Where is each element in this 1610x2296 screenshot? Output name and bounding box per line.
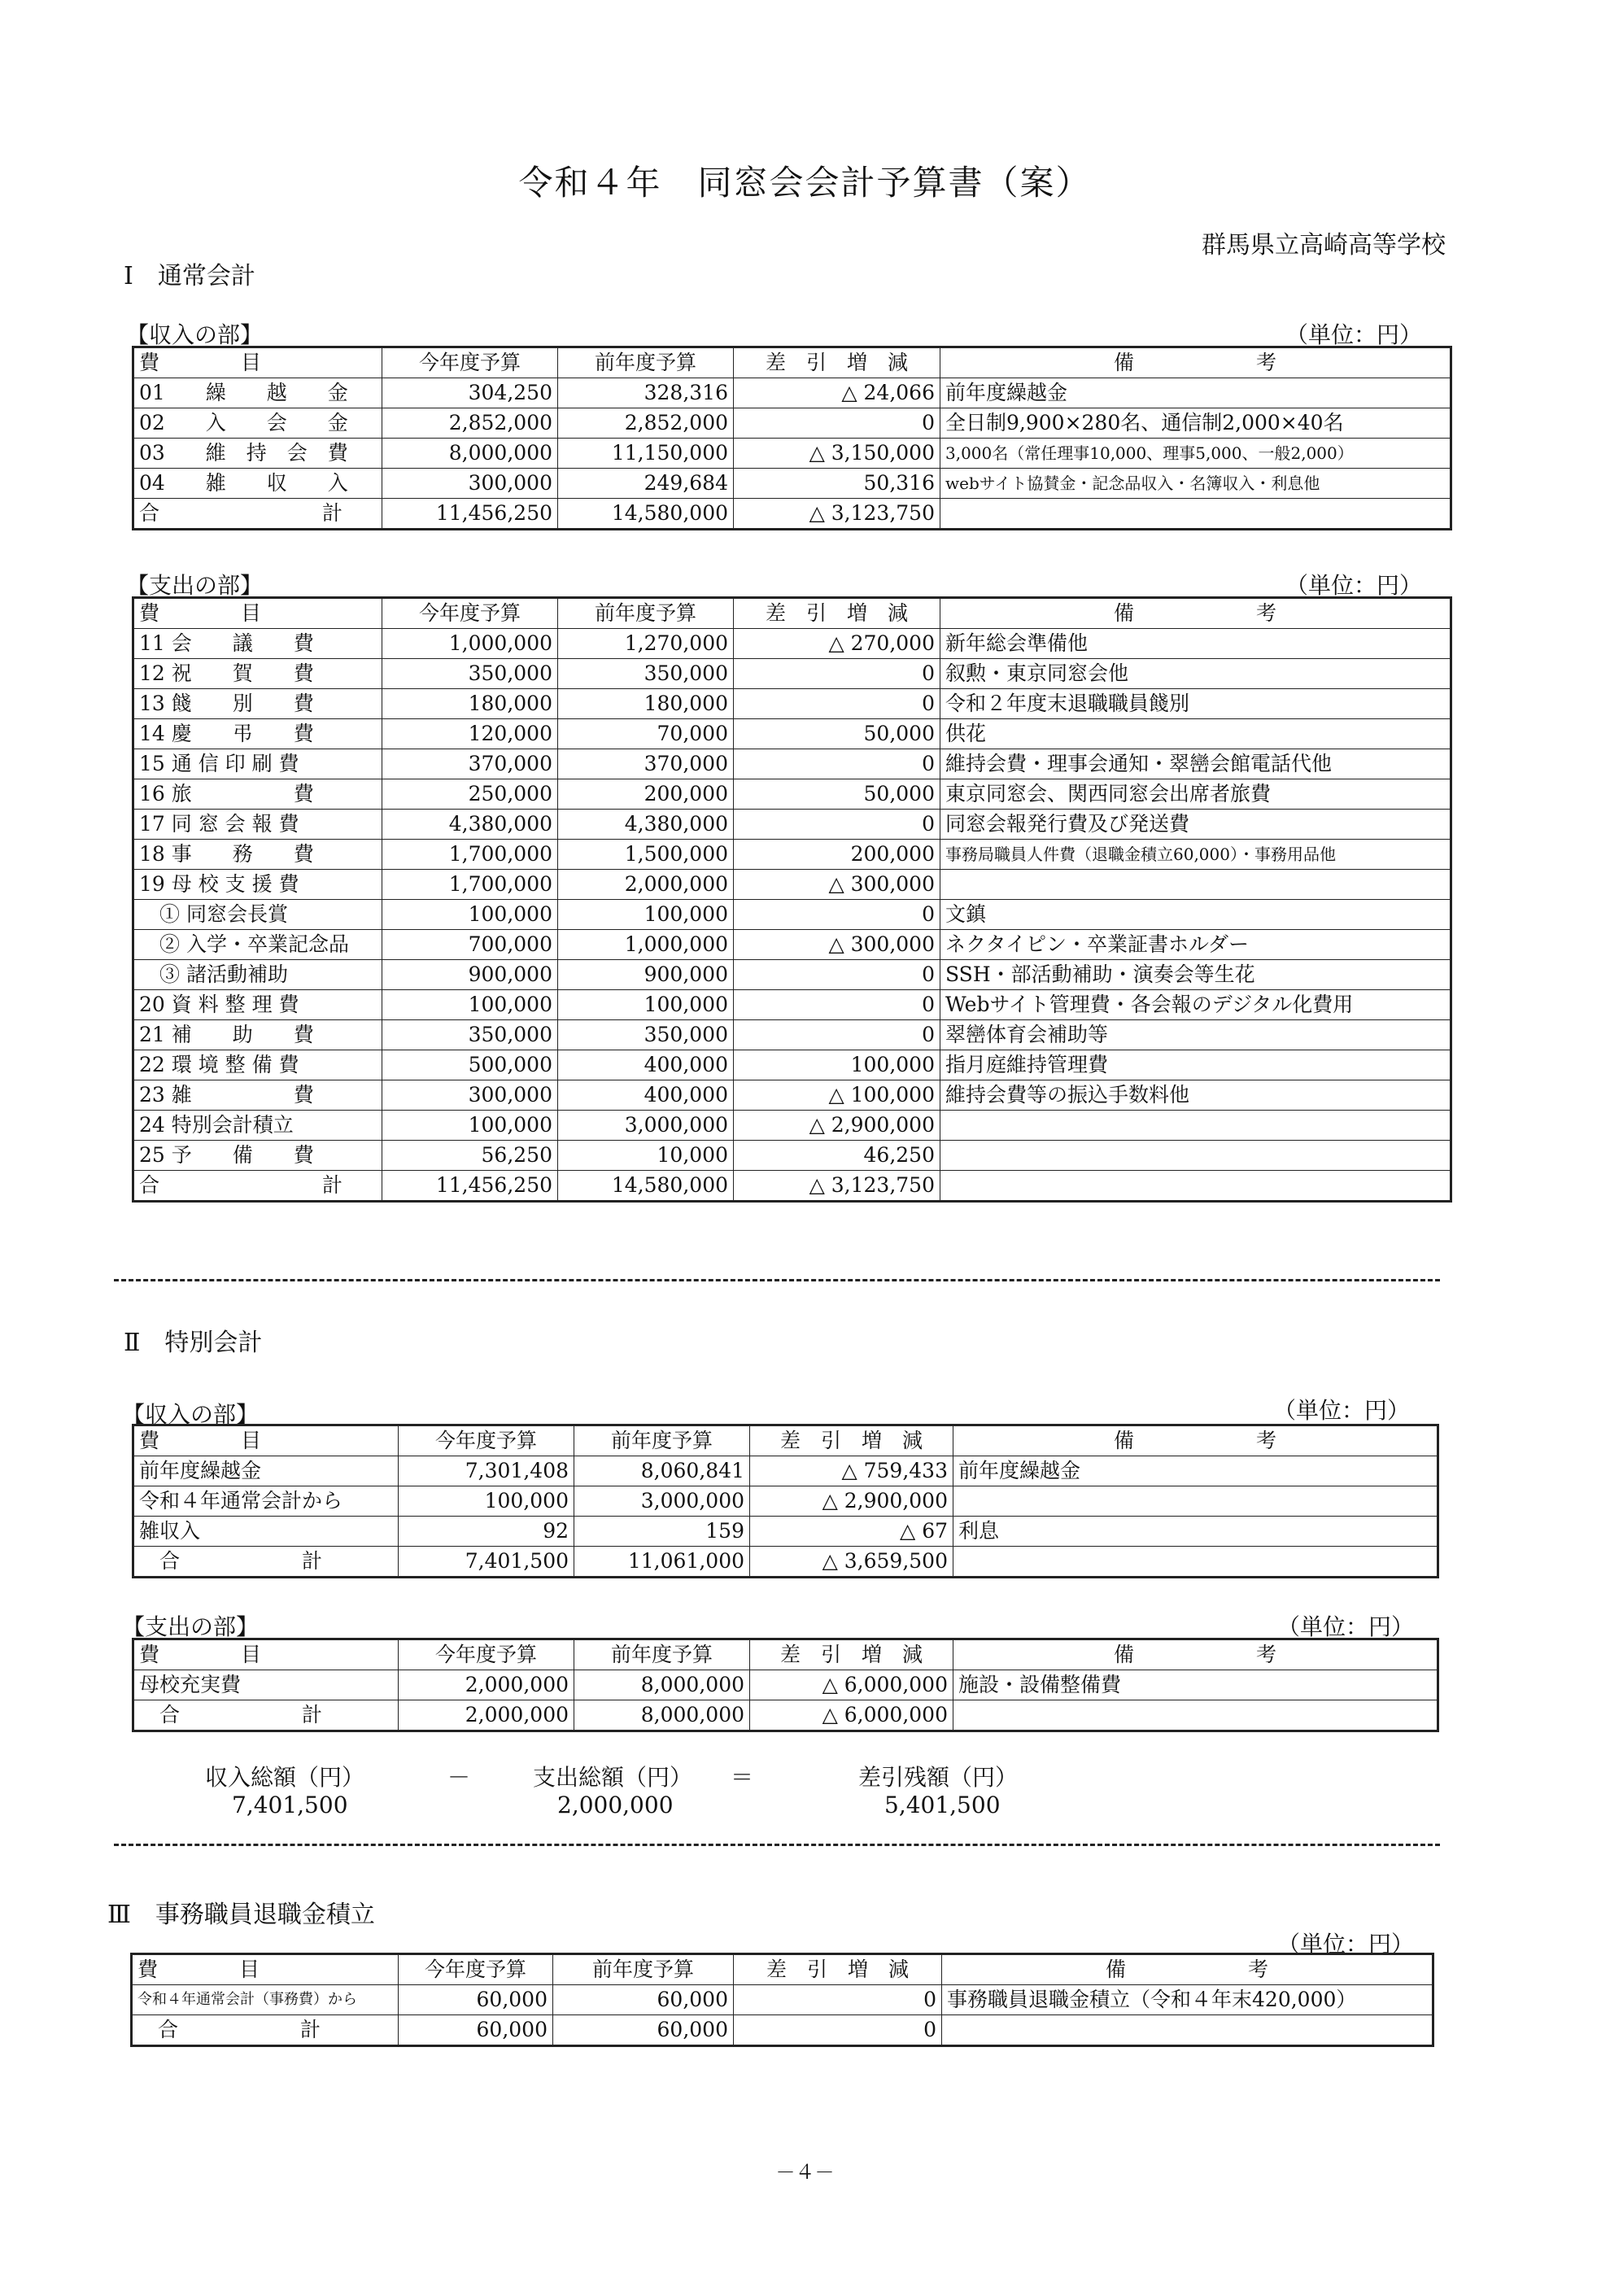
row-previous-budget: 3,000,000 bbox=[558, 1111, 734, 1141]
row-current-budget: 56,250 bbox=[382, 1141, 558, 1171]
table-row bbox=[133, 870, 1451, 900]
section-1-expense-table bbox=[132, 596, 1452, 1203]
table-row bbox=[133, 659, 1451, 689]
row-difference: 50,000 bbox=[734, 779, 940, 810]
header-current-budget: 今年度予算 bbox=[399, 1425, 574, 1456]
table-row bbox=[133, 1486, 1438, 1517]
total-difference: △ 3,123,750 bbox=[734, 499, 940, 530]
total-label: 合 計 bbox=[133, 1700, 399, 1731]
total-previous-budget: 8,000,000 bbox=[574, 1700, 750, 1731]
row-previous-budget: 900,000 bbox=[558, 960, 734, 990]
table-row bbox=[133, 689, 1451, 719]
total-label: 合 計 bbox=[133, 499, 382, 530]
summary-expense-label: 支出総額（円） bbox=[533, 1764, 693, 1791]
row-difference: △ 2,900,000 bbox=[750, 1486, 953, 1517]
row-previous-budget: 2,000,000 bbox=[558, 870, 734, 900]
unit-label: （単位：円） bbox=[1285, 321, 1423, 348]
row-remarks bbox=[940, 1141, 1451, 1171]
total-row bbox=[133, 1700, 1438, 1731]
header-row bbox=[133, 598, 1451, 629]
row-previous-budget: 3,000,000 bbox=[574, 1486, 750, 1517]
row-difference: △ 300,000 bbox=[734, 930, 940, 960]
row-item: 16 旅 費 bbox=[133, 779, 382, 810]
row-current-budget: 8,000,000 bbox=[382, 439, 558, 469]
row-item: 13 餞 別 費 bbox=[133, 689, 382, 719]
total-previous-budget: 14,580,000 bbox=[558, 499, 734, 530]
total-remarks bbox=[953, 1700, 1438, 1731]
row-item: 令和４年通常会計から bbox=[133, 1486, 399, 1517]
row-current-budget: 180,000 bbox=[382, 689, 558, 719]
total-difference: △ 3,123,750 bbox=[734, 1171, 940, 1202]
row-difference: 50,316 bbox=[734, 469, 940, 499]
row-remarks: 3,000名（常任理事10,000、理事5,000、一般2,000） bbox=[940, 439, 1451, 469]
row-difference: △ 6,000,000 bbox=[750, 1670, 953, 1700]
row-difference: 0 bbox=[734, 408, 940, 439]
row-difference: 0 bbox=[734, 1985, 942, 2015]
row-previous-budget: 180,000 bbox=[558, 689, 734, 719]
row-current-budget: 100,000 bbox=[382, 990, 558, 1020]
row-current-budget: 350,000 bbox=[382, 659, 558, 689]
header-item: 費 目 bbox=[133, 1639, 399, 1670]
row-remarks: 事務職員退職金積立（令和４年末420,000） bbox=[942, 1985, 1433, 2015]
row-current-budget: 92 bbox=[399, 1517, 574, 1547]
header-remarks: 備 考 bbox=[940, 598, 1451, 629]
row-item: 21 補 助 費 bbox=[133, 1020, 382, 1050]
page-number: －４－ bbox=[775, 2161, 835, 2184]
section-2-expense-table bbox=[132, 1638, 1439, 1732]
header-current-budget: 今年度予算 bbox=[399, 1954, 553, 1985]
row-previous-budget: 400,000 bbox=[558, 1050, 734, 1080]
header-current-budget: 今年度予算 bbox=[399, 1639, 574, 1670]
row-remarks: 供花 bbox=[940, 719, 1451, 749]
section-1-title: Ⅰ 通常会計 bbox=[124, 262, 255, 290]
table-row bbox=[133, 930, 1451, 960]
table-row bbox=[133, 1517, 1438, 1547]
row-current-budget: 120,000 bbox=[382, 719, 558, 749]
header-item: 費 目 bbox=[133, 598, 382, 629]
row-difference: △ 270,000 bbox=[734, 629, 940, 659]
row-previous-budget: 100,000 bbox=[558, 900, 734, 930]
row-difference: 0 bbox=[734, 960, 940, 990]
row-difference: 0 bbox=[734, 659, 940, 689]
table-row bbox=[133, 960, 1451, 990]
table-row bbox=[133, 810, 1451, 840]
summary-equals: ＝ bbox=[731, 1764, 754, 1791]
header-row bbox=[132, 1954, 1433, 1985]
row-item: 前年度繰越金 bbox=[133, 1456, 399, 1486]
table-row bbox=[133, 1050, 1451, 1080]
row-item: 雑収入 bbox=[133, 1517, 399, 1547]
unit-label: （単位：円） bbox=[1273, 1397, 1411, 1424]
row-item: 01 繰 越 金 bbox=[133, 378, 382, 408]
row-remarks: 利息 bbox=[953, 1517, 1438, 1547]
row-remarks: 前年度繰越金 bbox=[940, 378, 1451, 408]
total-label: 合 計 bbox=[132, 2015, 399, 2046]
row-current-budget: 300,000 bbox=[382, 469, 558, 499]
row-difference: 0 bbox=[734, 749, 940, 779]
row-item: 14 慶 弔 費 bbox=[133, 719, 382, 749]
total-previous-budget: 14,580,000 bbox=[558, 1171, 734, 1202]
row-current-budget: 7,301,408 bbox=[399, 1456, 574, 1486]
row-current-budget: 350,000 bbox=[382, 1020, 558, 1050]
header-item: 費 目 bbox=[133, 1425, 399, 1456]
row-current-budget: 370,000 bbox=[382, 749, 558, 779]
section-divider bbox=[114, 1844, 1440, 1846]
row-difference: 0 bbox=[734, 810, 940, 840]
total-remarks bbox=[940, 499, 1451, 530]
row-item: 18 事 務 費 bbox=[133, 840, 382, 870]
row-previous-budget: 2,852,000 bbox=[558, 408, 734, 439]
total-previous-budget: 11,061,000 bbox=[574, 1547, 750, 1578]
total-remarks bbox=[940, 1171, 1451, 1202]
total-current-budget: 11,456,250 bbox=[382, 499, 558, 530]
row-difference: △ 67 bbox=[750, 1517, 953, 1547]
total-difference: 0 bbox=[734, 2015, 942, 2046]
row-remarks: 指月庭維持管理費 bbox=[940, 1050, 1451, 1080]
summary-balance-value: 5,401,500 bbox=[884, 1792, 1001, 1818]
row-current-budget: 1,700,000 bbox=[382, 870, 558, 900]
total-difference: △ 3,659,500 bbox=[750, 1547, 953, 1578]
row-previous-budget: 249,684 bbox=[558, 469, 734, 499]
school-name: 群馬県立高崎高等学校 bbox=[1202, 231, 1446, 260]
row-remarks: Webサイト管理費・各会報のデジタル化費用 bbox=[940, 990, 1451, 1020]
row-previous-budget: 1,500,000 bbox=[558, 840, 734, 870]
table-row bbox=[133, 840, 1451, 870]
total-current-budget: 60,000 bbox=[399, 2015, 553, 2046]
header-previous-budget: 前年度予算 bbox=[558, 598, 734, 629]
row-current-budget: 1,700,000 bbox=[382, 840, 558, 870]
row-previous-budget: 100,000 bbox=[558, 990, 734, 1020]
row-previous-budget: 159 bbox=[574, 1517, 750, 1547]
row-difference: 0 bbox=[734, 1020, 940, 1050]
row-item: 19 母 校 支 援 費 bbox=[133, 870, 382, 900]
total-current-budget: 2,000,000 bbox=[399, 1700, 574, 1731]
row-item: 22 環 境 整 備 費 bbox=[133, 1050, 382, 1080]
row-remarks: 事務局職員人件費（退職金積立60,000）・事務用品他 bbox=[940, 840, 1451, 870]
total-previous-budget: 60,000 bbox=[553, 2015, 734, 2046]
header-difference: 差 引 増 減 bbox=[750, 1425, 953, 1456]
row-current-budget: 2,000,000 bbox=[399, 1670, 574, 1700]
row-remarks: 施設・設備整備費 bbox=[953, 1670, 1438, 1700]
row-current-budget: 900,000 bbox=[382, 960, 558, 990]
row-item: 25 予 備 費 bbox=[133, 1141, 382, 1171]
table-row bbox=[133, 779, 1451, 810]
row-difference: 0 bbox=[734, 900, 940, 930]
row-remarks: 前年度繰越金 bbox=[953, 1456, 1438, 1486]
header-current-budget: 今年度予算 bbox=[382, 598, 558, 629]
table-row bbox=[133, 1020, 1451, 1050]
header-item: 費 目 bbox=[133, 347, 382, 378]
row-current-budget: 1,000,000 bbox=[382, 629, 558, 659]
row-item: 23 雑 費 bbox=[133, 1080, 382, 1111]
row-current-budget: 4,380,000 bbox=[382, 810, 558, 840]
row-difference: △ 3,150,000 bbox=[734, 439, 940, 469]
row-item: 17 同 窓 会 報 費 bbox=[133, 810, 382, 840]
total-remarks bbox=[942, 2015, 1433, 2046]
total-row bbox=[133, 499, 1451, 530]
total-current-budget: 11,456,250 bbox=[382, 1171, 558, 1202]
row-remarks: SSH・部活動補助・演奏会等生花 bbox=[940, 960, 1451, 990]
row-previous-budget: 4,380,000 bbox=[558, 810, 734, 840]
row-item: 11 会 議 費 bbox=[133, 629, 382, 659]
table-row bbox=[133, 749, 1451, 779]
row-item: 15 通 信 印 刷 費 bbox=[133, 749, 382, 779]
table-row bbox=[133, 990, 1451, 1020]
section-1-expense-label: 【支出の部】 bbox=[126, 572, 264, 599]
header-difference: 差 引 増 減 bbox=[750, 1639, 953, 1670]
row-remarks: 叙勲・東京同窓会他 bbox=[940, 659, 1451, 689]
unit-label: （単位：円） bbox=[1277, 1931, 1415, 1958]
row-remarks: 全日制9,900×280名、通信制2,000×40名 bbox=[940, 408, 1451, 439]
header-row bbox=[133, 347, 1451, 378]
summary-minus: － bbox=[447, 1764, 471, 1791]
row-remarks: 文鎮 bbox=[940, 900, 1451, 930]
total-current-budget: 7,401,500 bbox=[399, 1547, 574, 1578]
section-2-income-label: 【収入の部】 bbox=[122, 1401, 260, 1428]
section-1-income-table bbox=[132, 346, 1452, 530]
summary-income-label: 収入総額（円） bbox=[205, 1764, 365, 1791]
header-previous-budget: 前年度予算 bbox=[574, 1425, 750, 1456]
row-current-budget: 304,250 bbox=[382, 378, 558, 408]
row-difference: △ 2,900,000 bbox=[734, 1111, 940, 1141]
row-current-budget: 500,000 bbox=[382, 1050, 558, 1080]
header-item: 費 目 bbox=[132, 1954, 399, 1985]
row-remarks: webサイト協賛金・記念品収入・名簿収入・利息他 bbox=[940, 469, 1451, 499]
row-item: 02 入 会 金 bbox=[133, 408, 382, 439]
header-difference: 差 引 増 減 bbox=[734, 347, 940, 378]
summary-expense-value: 2,000,000 bbox=[557, 1792, 674, 1818]
table-row bbox=[133, 1080, 1451, 1111]
row-previous-budget: 400,000 bbox=[558, 1080, 734, 1111]
table-row bbox=[133, 900, 1451, 930]
row-difference: 46,250 bbox=[734, 1141, 940, 1171]
section-3-title: Ⅲ 事務職員退職金積立 bbox=[107, 1901, 375, 1929]
row-item: 12 祝 賀 費 bbox=[133, 659, 382, 689]
row-previous-budget: 1,270,000 bbox=[558, 629, 734, 659]
header-previous-budget: 前年度予算 bbox=[553, 1954, 734, 1985]
row-remarks: 東京同窓会、関西同窓会出席者旅費 bbox=[940, 779, 1451, 810]
total-label: 合 計 bbox=[133, 1171, 382, 1202]
row-previous-budget: 350,000 bbox=[558, 659, 734, 689]
row-item: ③ 諸活動補助 bbox=[133, 960, 382, 990]
header-row bbox=[133, 1425, 1438, 1456]
table-row bbox=[133, 408, 1451, 439]
row-current-budget: 100,000 bbox=[382, 900, 558, 930]
table-row bbox=[133, 719, 1451, 749]
row-difference: △ 759,433 bbox=[750, 1456, 953, 1486]
row-current-budget: 700,000 bbox=[382, 930, 558, 960]
unit-label: （単位：円） bbox=[1285, 572, 1423, 599]
table-row bbox=[132, 1985, 1433, 2015]
section-2-expense-label: 【支出の部】 bbox=[122, 1613, 260, 1640]
row-remarks bbox=[940, 870, 1451, 900]
total-row bbox=[133, 1171, 1451, 1202]
row-current-budget: 300,000 bbox=[382, 1080, 558, 1111]
row-remarks: 翠巒体育会補助等 bbox=[940, 1020, 1451, 1050]
row-difference: △ 100,000 bbox=[734, 1080, 940, 1111]
row-previous-budget: 10,000 bbox=[558, 1141, 734, 1171]
table-row bbox=[133, 1456, 1438, 1486]
row-item: 母校充実費 bbox=[133, 1670, 399, 1700]
total-row bbox=[133, 1547, 1438, 1578]
row-previous-budget: 328,316 bbox=[558, 378, 734, 408]
header-current-budget: 今年度予算 bbox=[382, 347, 558, 378]
row-previous-budget: 1,000,000 bbox=[558, 930, 734, 960]
header-remarks: 備 考 bbox=[942, 1954, 1433, 1985]
table-row bbox=[133, 439, 1451, 469]
page-title: 令和４年 同窓会会計予算書（案） bbox=[518, 163, 1092, 203]
row-current-budget: 100,000 bbox=[399, 1486, 574, 1517]
total-remarks bbox=[953, 1547, 1438, 1578]
row-current-budget: 100,000 bbox=[382, 1111, 558, 1141]
row-remarks bbox=[953, 1486, 1438, 1517]
row-remarks: 維持会費・理事会通知・翠巒会館電話代他 bbox=[940, 749, 1451, 779]
table-row bbox=[133, 1141, 1451, 1171]
table-row bbox=[133, 378, 1451, 408]
row-current-budget: 250,000 bbox=[382, 779, 558, 810]
row-remarks: 同窓会報発行費及び発送費 bbox=[940, 810, 1451, 840]
header-row bbox=[133, 1639, 1438, 1670]
table-row bbox=[133, 1670, 1438, 1700]
table-row bbox=[133, 469, 1451, 499]
unit-label: （単位：円） bbox=[1277, 1613, 1415, 1640]
row-item: ② 入学・卒業記念品 bbox=[133, 930, 382, 960]
header-remarks: 備 考 bbox=[953, 1639, 1438, 1670]
summary-income-value: 7,401,500 bbox=[232, 1792, 348, 1818]
summary-balance-label: 差引残額（円） bbox=[858, 1764, 1019, 1791]
header-difference: 差 引 増 減 bbox=[734, 598, 940, 629]
total-difference: △ 6,000,000 bbox=[750, 1700, 953, 1731]
row-item: 24 特別会計積立 bbox=[133, 1111, 382, 1141]
row-difference: △ 24,066 bbox=[734, 378, 940, 408]
row-difference: 200,000 bbox=[734, 840, 940, 870]
table-row bbox=[133, 629, 1451, 659]
row-difference: △ 300,000 bbox=[734, 870, 940, 900]
row-remarks: 維持会費等の振込手数料他 bbox=[940, 1080, 1451, 1111]
header-difference: 差 引 増 減 bbox=[734, 1954, 942, 1985]
row-previous-budget: 8,060,841 bbox=[574, 1456, 750, 1486]
row-remarks bbox=[940, 1111, 1451, 1141]
row-remarks: 令和２年度末退職職員餞別 bbox=[940, 689, 1451, 719]
section-2-title: Ⅱ 特別会計 bbox=[124, 1329, 263, 1357]
row-item: 令和４年通常会計（事務費）から bbox=[132, 1985, 399, 2015]
row-difference: 0 bbox=[734, 990, 940, 1020]
row-item: 04 雑 収 入 bbox=[133, 469, 382, 499]
section-1-income-label: 【収入の部】 bbox=[126, 321, 264, 348]
row-difference: 0 bbox=[734, 689, 940, 719]
header-remarks: 備 考 bbox=[940, 347, 1451, 378]
header-remarks: 備 考 bbox=[953, 1425, 1438, 1456]
row-previous-budget: 60,000 bbox=[553, 1985, 734, 2015]
total-row bbox=[132, 2015, 1433, 2046]
row-current-budget: 60,000 bbox=[399, 1985, 553, 2015]
total-label: 合 計 bbox=[133, 1547, 399, 1578]
table-row bbox=[133, 1111, 1451, 1141]
row-item: ① 同窓会長賞 bbox=[133, 900, 382, 930]
row-remarks: ネクタイピン・卒業証書ホルダー bbox=[940, 930, 1451, 960]
row-item: 03 維 持 会 費 bbox=[133, 439, 382, 469]
row-item: 20 資 料 整 理 費 bbox=[133, 990, 382, 1020]
header-previous-budget: 前年度予算 bbox=[574, 1639, 750, 1670]
section-3-table bbox=[130, 1953, 1434, 2047]
section-2-income-table bbox=[132, 1424, 1439, 1578]
row-previous-budget: 350,000 bbox=[558, 1020, 734, 1050]
row-previous-budget: 370,000 bbox=[558, 749, 734, 779]
row-difference: 50,000 bbox=[734, 719, 940, 749]
row-previous-budget: 8,000,000 bbox=[574, 1670, 750, 1700]
row-previous-budget: 70,000 bbox=[558, 719, 734, 749]
row-current-budget: 2,852,000 bbox=[382, 408, 558, 439]
header-previous-budget: 前年度予算 bbox=[558, 347, 734, 378]
row-previous-budget: 200,000 bbox=[558, 779, 734, 810]
section-divider bbox=[114, 1279, 1440, 1281]
row-previous-budget: 11,150,000 bbox=[558, 439, 734, 469]
row-remarks: 新年総会準備他 bbox=[940, 629, 1451, 659]
row-difference: 100,000 bbox=[734, 1050, 940, 1080]
